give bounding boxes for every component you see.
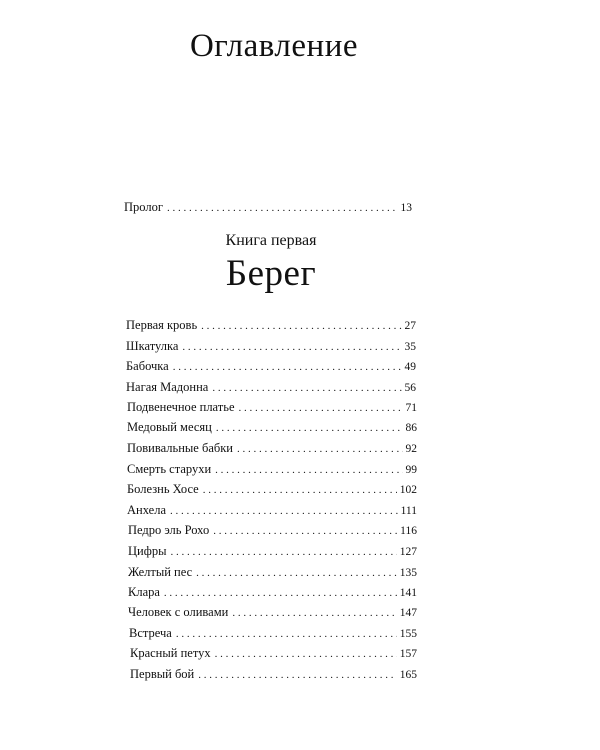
toc-entry-chapter bbox=[128, 584, 417, 600]
toc-entry-chapter bbox=[128, 604, 417, 620]
dot-leader bbox=[216, 420, 403, 436]
dot-leader bbox=[196, 565, 397, 581]
toc-entry-label: Подвенечное платье bbox=[127, 400, 235, 414]
toc-entry-label: Пролог bbox=[124, 200, 163, 214]
toc-entry-label: Смерть старухи bbox=[127, 462, 212, 476]
book-title: Берег bbox=[225, 253, 317, 294]
toc-entry-page: 35 bbox=[404, 341, 416, 353]
toc-entry-label: Встреча bbox=[129, 626, 172, 640]
page-title: Оглавление bbox=[189, 28, 359, 64]
toc-entry-chapter bbox=[129, 625, 417, 641]
toc-entry-chapter bbox=[128, 522, 417, 538]
dot-leader bbox=[215, 646, 397, 662]
dot-leader bbox=[237, 441, 403, 457]
toc-entry-page: 165 bbox=[399, 669, 417, 681]
dot-leader bbox=[201, 318, 401, 334]
toc-entry-page: 127 bbox=[399, 546, 417, 558]
dot-leader bbox=[182, 339, 401, 355]
toc-entry-label: Медовый месяц bbox=[127, 420, 212, 434]
dot-leader bbox=[164, 585, 397, 601]
toc-entry-label: Повивальные бабки bbox=[127, 441, 233, 455]
dot-leader bbox=[239, 400, 403, 416]
toc-entry-label: Болезнь Хосе bbox=[127, 482, 199, 496]
toc-entry-chapter bbox=[127, 502, 417, 518]
toc-entry-page: 141 bbox=[399, 587, 417, 599]
toc-entry-label: Педро эль Рохо bbox=[128, 523, 210, 537]
toc-entry-chapter bbox=[126, 317, 416, 333]
toc-entry-chapter bbox=[127, 461, 417, 477]
toc-entry-page: 27 bbox=[404, 320, 416, 332]
toc-entry-page: 13 bbox=[400, 202, 412, 214]
toc-entry-chapter bbox=[128, 564, 417, 580]
toc-entry-label: Нагая Мадонна bbox=[126, 380, 209, 394]
toc-entry-page: 111 bbox=[400, 505, 417, 517]
dot-leader bbox=[203, 482, 397, 498]
toc-entry-chapter bbox=[130, 666, 417, 682]
toc-entry-chapter bbox=[126, 338, 416, 354]
toc-entry-chapter bbox=[128, 543, 417, 559]
toc-entry-page: 102 bbox=[399, 484, 417, 496]
dot-leader bbox=[232, 605, 396, 621]
toc-entry-page: 92 bbox=[405, 443, 417, 455]
toc-entry-chapter bbox=[126, 358, 416, 374]
dot-leader bbox=[213, 523, 397, 539]
book-subtitle: Книга первая bbox=[225, 232, 317, 249]
dot-leader bbox=[170, 503, 398, 519]
toc-entry-prologue bbox=[124, 199, 412, 215]
toc-entry-label: Цифры bbox=[128, 544, 167, 558]
toc-entry-label: Шкатулка bbox=[126, 339, 179, 353]
dot-leader bbox=[170, 544, 396, 560]
dot-leader bbox=[176, 626, 397, 642]
toc-entry-page: 135 bbox=[399, 567, 417, 579]
toc-entry-chapter bbox=[130, 645, 417, 661]
toc-entry-chapter bbox=[127, 440, 417, 456]
toc-entry-page: 116 bbox=[400, 525, 417, 537]
dot-leader bbox=[198, 667, 397, 683]
toc-entry-page: 56 bbox=[404, 382, 416, 394]
toc-entry-label: Красный петух bbox=[130, 646, 211, 660]
toc-entry-page: 147 bbox=[399, 607, 417, 619]
toc-entry-page: 155 bbox=[399, 628, 417, 640]
dot-leader bbox=[173, 359, 402, 375]
toc-entry-page: 71 bbox=[405, 402, 417, 414]
toc-entry-label: Первая кровь bbox=[126, 318, 198, 332]
toc-entry-page: 86 bbox=[405, 422, 417, 434]
dot-leader bbox=[167, 200, 398, 216]
toc-entry-chapter bbox=[126, 379, 416, 395]
toc-entry-label: Анхела bbox=[127, 503, 166, 517]
toc-entry-label: Человек с оливами bbox=[128, 605, 229, 619]
toc-entry-page: 49 bbox=[404, 361, 416, 373]
toc-entry-chapter bbox=[127, 481, 417, 497]
toc-entry-page: 99 bbox=[405, 464, 417, 476]
toc-entry-chapter bbox=[127, 399, 417, 415]
toc-entry-page: 157 bbox=[399, 648, 417, 660]
toc-entry-label: Клара bbox=[128, 585, 160, 599]
toc-entry-label: Первый бой bbox=[130, 667, 195, 681]
dot-leader bbox=[215, 462, 402, 478]
toc-entry-label: Желтый пес bbox=[128, 565, 193, 579]
dot-leader bbox=[212, 380, 401, 396]
toc-entry-chapter bbox=[127, 419, 417, 435]
toc-entry-label: Бабочка bbox=[126, 359, 169, 373]
